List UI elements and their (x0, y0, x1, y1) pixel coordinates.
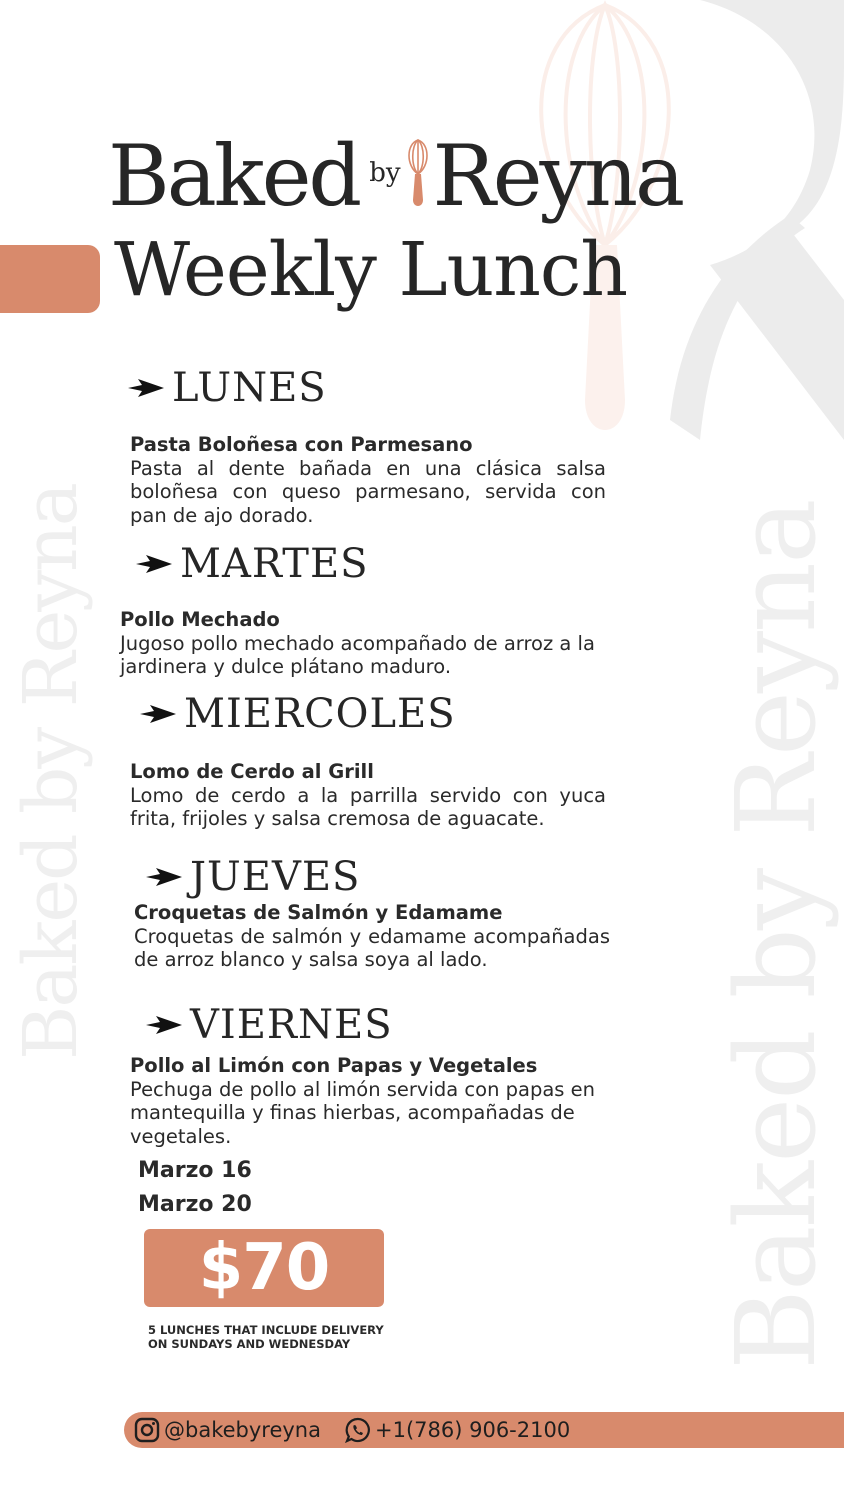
day-heading-martes (136, 542, 369, 586)
delivery-note-line2: ON SUNDAYS AND WEDNESDAY (148, 1337, 351, 1351)
arrow-icon (146, 1016, 182, 1034)
logo-word-baked: Baked (108, 127, 360, 225)
dish-name: Lomo de Cerdo al Grill (130, 760, 374, 783)
delivery-note (148, 1323, 384, 1351)
logo-word-by: by (369, 158, 401, 188)
dish-description: Pasta al dente bañada en una clásica salsa boloñesa con queso parmesano, servida con pan de ajo dorado. (130, 456, 606, 527)
day-label: MIERCOLES (184, 691, 456, 737)
instagram-link[interactable] (134, 1417, 321, 1443)
day-heading-viernes (146, 1003, 393, 1047)
contact-bar (124, 1412, 844, 1448)
day-label: JUEVES (190, 854, 361, 900)
dish-description: Pechuga de pollo al limón servida con papas en mantequilla y finas hierbas, acompañadas de vegetales. (130, 1077, 595, 1148)
day-label: MARTES (180, 541, 369, 587)
instagram-icon (134, 1417, 160, 1443)
day-label: VIERNES (190, 1002, 393, 1048)
brand-logo (108, 118, 683, 225)
arrow-icon (128, 379, 164, 397)
dish-name: Pollo Mechado (120, 608, 280, 631)
arrow-icon (146, 868, 182, 886)
dish-description: Jugoso pollo mechado acompañado de arroz a la jardinera y dulce plátano maduro. (120, 631, 595, 678)
whatsapp-link[interactable] (345, 1417, 570, 1443)
dish-martes (120, 608, 610, 679)
date-start: Marzo 16 (138, 1158, 252, 1183)
arrow-icon (140, 705, 176, 723)
phone-number: +1(786) 906-2100 (375, 1418, 571, 1442)
dish-miercoles (130, 760, 606, 831)
side-watermark-right: Baked by Reyna (712, 500, 840, 1370)
dish-name: Croquetas de Salmón y Edamame (134, 901, 503, 924)
logo-word-reyna: Reyna (432, 127, 683, 225)
price-badge: $70 (144, 1229, 384, 1307)
dish-lunes (130, 433, 606, 527)
date-end: Marzo 20 (138, 1192, 252, 1217)
page-title: Weekly Lunch (114, 227, 628, 313)
whisk-icon (405, 138, 431, 208)
arrow-icon (136, 555, 172, 573)
dish-name: Pollo al Limón con Papas y Vegetales (130, 1054, 538, 1077)
accent-tab (0, 245, 100, 313)
dish-jueves (134, 901, 610, 972)
dish-viernes (130, 1054, 606, 1148)
dish-description: Lomo de cerdo a la parrilla servido con yuca frita, frijoles y salsa cremosa de aguacate. (130, 783, 606, 830)
dish-name: Pasta Boloñesa con Parmesano (130, 433, 473, 456)
whatsapp-icon (345, 1417, 371, 1443)
dish-description: Croquetas de salmón y edamame acompañadas de arroz blanco y salsa soya al lado. (134, 924, 610, 971)
day-heading-miercoles (140, 692, 456, 736)
day-heading-lunes (128, 366, 327, 410)
instagram-handle: @bakebyreyna (164, 1418, 321, 1442)
side-watermark-left: Baked by Reyna (8, 484, 94, 1060)
day-heading-jueves (146, 855, 360, 899)
day-label: LUNES (172, 365, 327, 411)
delivery-note-line1: 5 LUNCHES THAT INCLUDE DELIVERY (148, 1323, 384, 1337)
